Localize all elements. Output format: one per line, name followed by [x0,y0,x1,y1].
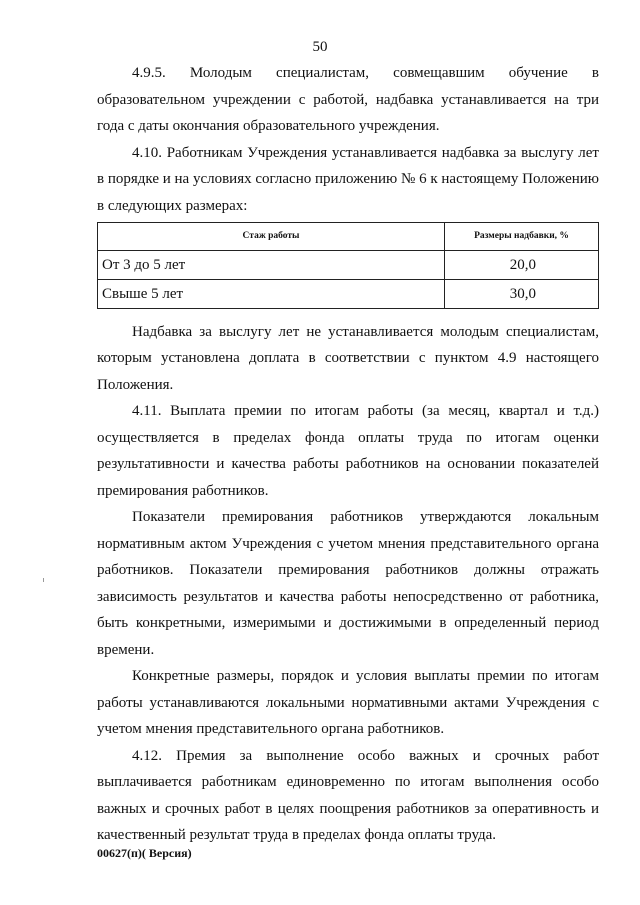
margin-mark [43,578,44,582]
cell-stage: Свыше 5 лет [98,279,445,308]
paragraph-4-10: 4.10. Работникам Учреждения устанавливается надбавка за выслугу лет в порядке и на условиях согласно приложению № 6 к настоящему Положению в следующих размерах: [97,144,599,214]
header-work-experience: Стаж работы [98,223,445,251]
page-number: 50 [312,39,328,55]
paragraph-4-9-5: 4.9.5. Молодым специалистам, совмещавшим обучение в образовательном учреждении с работой, надбавка устанавливается на три года с даты окончания образовательного учреждения. [97,65,599,134]
header-allowance-size: Размеры надбавки, % [445,223,599,251]
table-header-row [98,223,599,251]
paragraph-4-12: 4.12. Премия за выполнение особо важных и срочных работ выплачивается работникам единовременно по итогам выполнения особо важных и срочных работ в целях поощрения работников за оперативность и качественный результат труда в пределах фонда оплаты труда. [97,747,599,843]
paragraph-sizes: Конкретные размеры, порядок и условия выплаты премии по итогам работы устанавливаются локальными нормативными актами Учреждения с учетом мнения представительного органа работников. [97,668,599,737]
paragraph-4-11: 4.11. Выплата премии по итогам работы (за месяц, квартал и т.д.) осуществляется в пределах фонда оплаты труда по итогам оценки результативности и качества работы работников на основании показателей премирования работников. [97,403,599,499]
cell-size: 20,0 [445,250,599,279]
seniority-table [97,222,599,309]
footer-document-code: 00627(п)( Версия) [97,846,192,860]
cell-size: 30,0 [445,279,599,308]
paragraph-after-table: Надбавка за выслугу лет не устанавливается молодым специалистам, которым установлена доплата в соответствии с пунктом 4.9 настоящего Положения. [97,323,599,393]
paragraph-indicators: Показатели премирования работников утверждаются локальным нормативным актом Учреждения с учетом мнения представительного органа работников. Показатели премирования работников должны отражать зависимость результатов и качества работы непосредственно от работника, быть конкретными, измеримыми и достижимыми в определенный период времени. [97,509,599,658]
document-body [97,60,599,849]
seniority-table-wrapper [97,222,599,309]
cell-stage: От 3 до 5 лет [98,250,445,279]
table-row [98,250,599,279]
table-row [98,279,599,308]
